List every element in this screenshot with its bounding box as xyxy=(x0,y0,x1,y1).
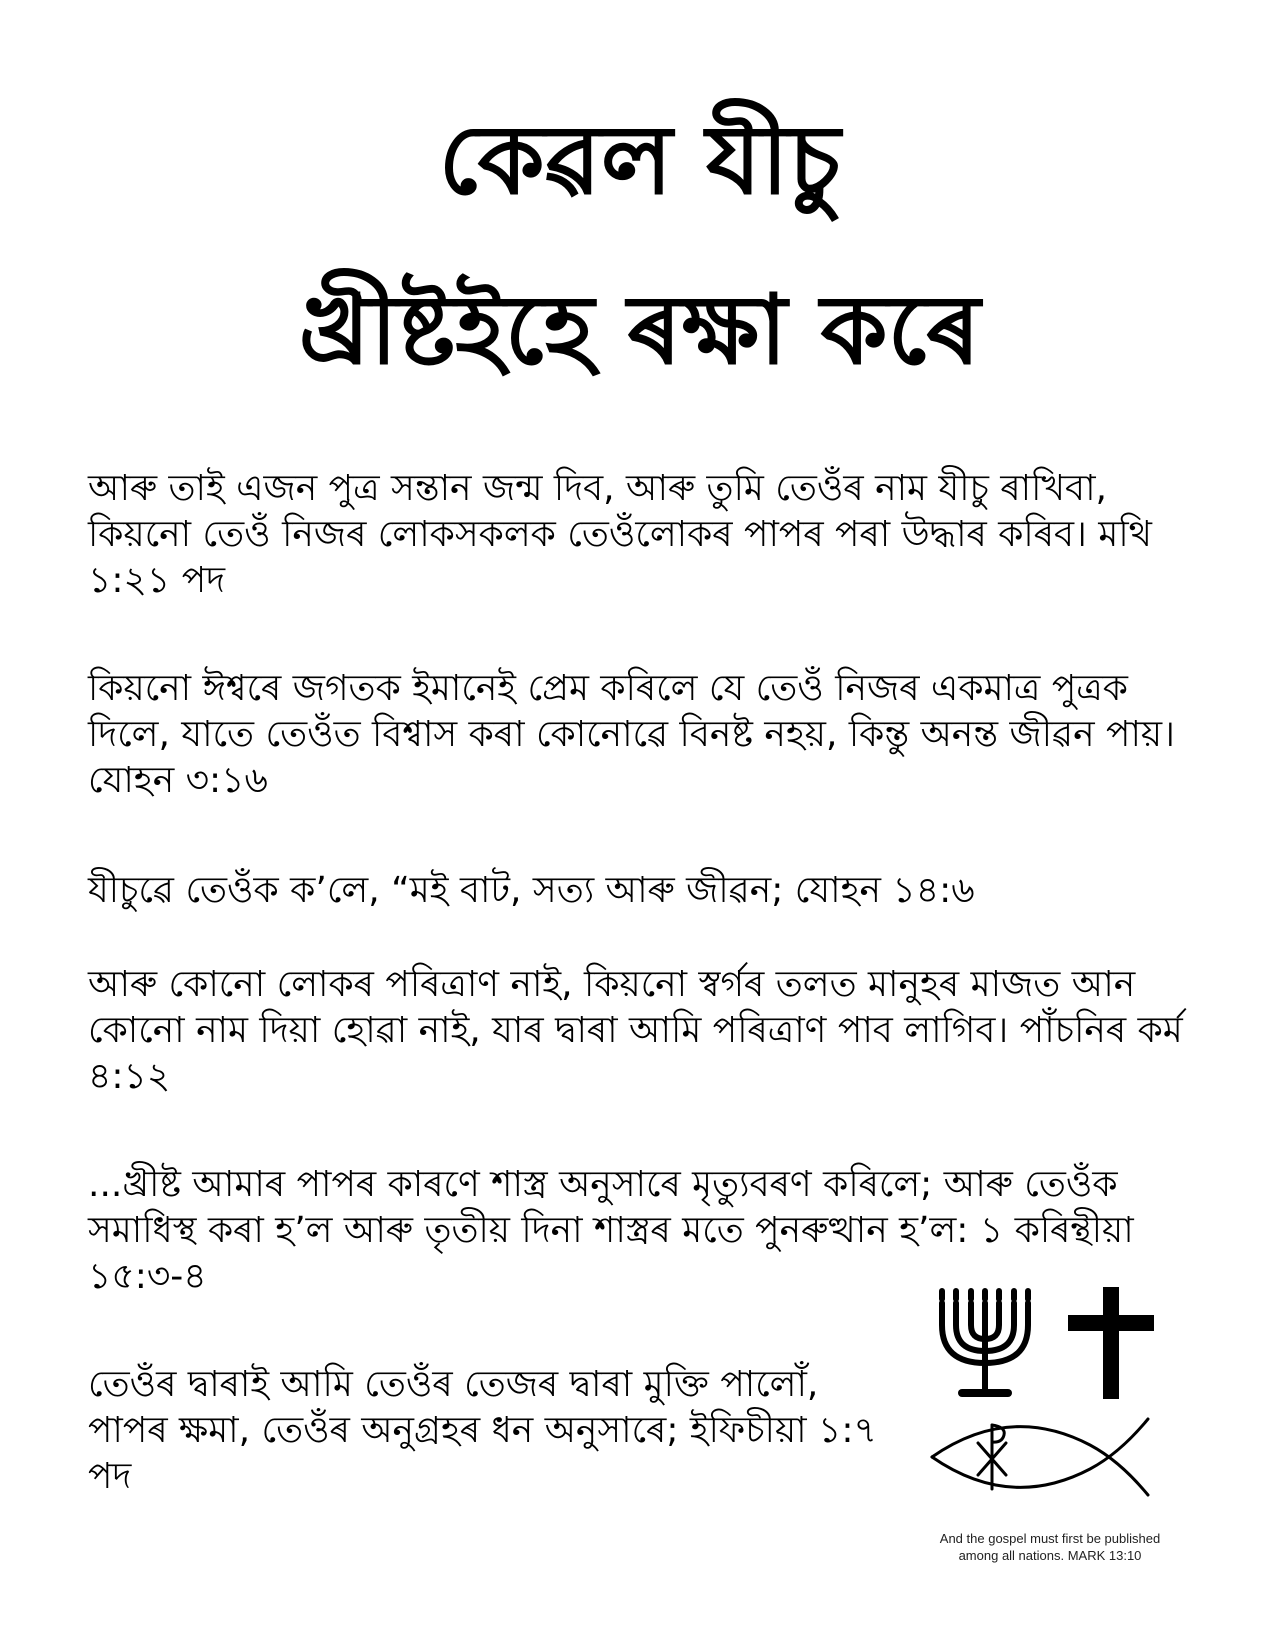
passage-3 xyxy=(88,868,1198,914)
religious-symbols xyxy=(930,1285,1200,1535)
passage-text: কিয়নো ঈশ্বৰে জগতক ইমানেই প্ৰেম কৰিলে যে তেওঁ নিজৰ একমাত্ৰ পুত্ৰক দিলে, যাতে তেওঁত বিশ্বাস কৰা কোনোৱে বিনষ্ট নহয়, কিন্তু অনন্ত জীৱন পায়। xyxy=(88,668,1176,755)
page-title-line-2: খ্ৰীষ্টইহে ৰক্ষা কৰে xyxy=(298,274,981,386)
passage-reference: মথি ১:২১ পদ xyxy=(88,514,1152,601)
passage-reference: যোহন ৩:১৬ xyxy=(88,760,268,801)
passage-text: ...খ্ৰীষ্ট আমাৰ পাপৰ কাৰণে শাস্ত্ৰ অনুসাৰে মৃত্যুবৰণ কৰিলে; আৰু তেওঁক সমাধিস্থ কৰা হ’ল আৰু তৃতীয় দিনা শাস্ত্ৰৰ মতে পুনৰুত্থান হ’ল: xyxy=(88,1164,1118,1251)
passage-6 xyxy=(88,1362,908,1500)
passage-5 xyxy=(88,1162,1198,1300)
footer-tagline xyxy=(900,1530,1200,1564)
ichthys-chi-rho-icon xyxy=(932,1419,1148,1495)
passage-1 xyxy=(88,466,1198,604)
page-title-line-1: কেৱল যীচু xyxy=(438,104,841,216)
passage-reference: যোহন ১৪:৬ xyxy=(794,870,975,911)
passage-4 xyxy=(88,962,1198,1100)
passage-reference: পাঁচনিৰ কৰ্ম ৪:১২ xyxy=(88,1010,1183,1097)
passage-text: যীচুৱে তেওঁক ক’লে, “মই বাট, সত্য আৰু জীৱন; xyxy=(88,870,784,911)
passage-text: আৰু কোনো লোকৰ পৰিত্ৰাণ নাই, কিয়নো স্বৰ্গৰ তলত মানুহৰ মাজত আন কোনো নাম দিয়া হোৱা নাই, যাৰ দ্বাৰা আমি পৰিত্ৰাণ পাব লাগিব। xyxy=(88,964,1136,1051)
passage-text: তেওঁৰ দ্বাৰাই আমি তেওঁৰ তেজৰ দ্বাৰা মুক্তি পালোঁ, পাপৰ ক্ষমা, তেওঁৰ অনুগ্ৰহৰ ধন অনুসাৰে; xyxy=(88,1364,819,1451)
cross-icon xyxy=(1068,1287,1154,1399)
passage-reference: ১ কৰিন্থীয়া ১৫:৩-৪ xyxy=(88,1210,1134,1297)
menorah-icon xyxy=(942,1291,1028,1393)
passage-reference: ইফিচীয়া ১:৭ পদ xyxy=(88,1410,877,1497)
tagline-line-2: among all nations. MARK 13:10 xyxy=(958,1548,1142,1563)
tagline-line-1: And the gospel must first be published xyxy=(939,1531,1161,1546)
passage-2 xyxy=(88,666,1198,804)
passage-text: আৰু তাই এজন পুত্ৰ সন্তান জন্ম দিব, আৰু তুমি তেওঁৰ নাম যীচু ৰাখিবা, কিয়নো তেওঁ নিজৰ লোকসকলক তেওঁলোকৰ পাপৰ পৰা উদ্ধাৰ কৰিব। xyxy=(88,468,1107,555)
